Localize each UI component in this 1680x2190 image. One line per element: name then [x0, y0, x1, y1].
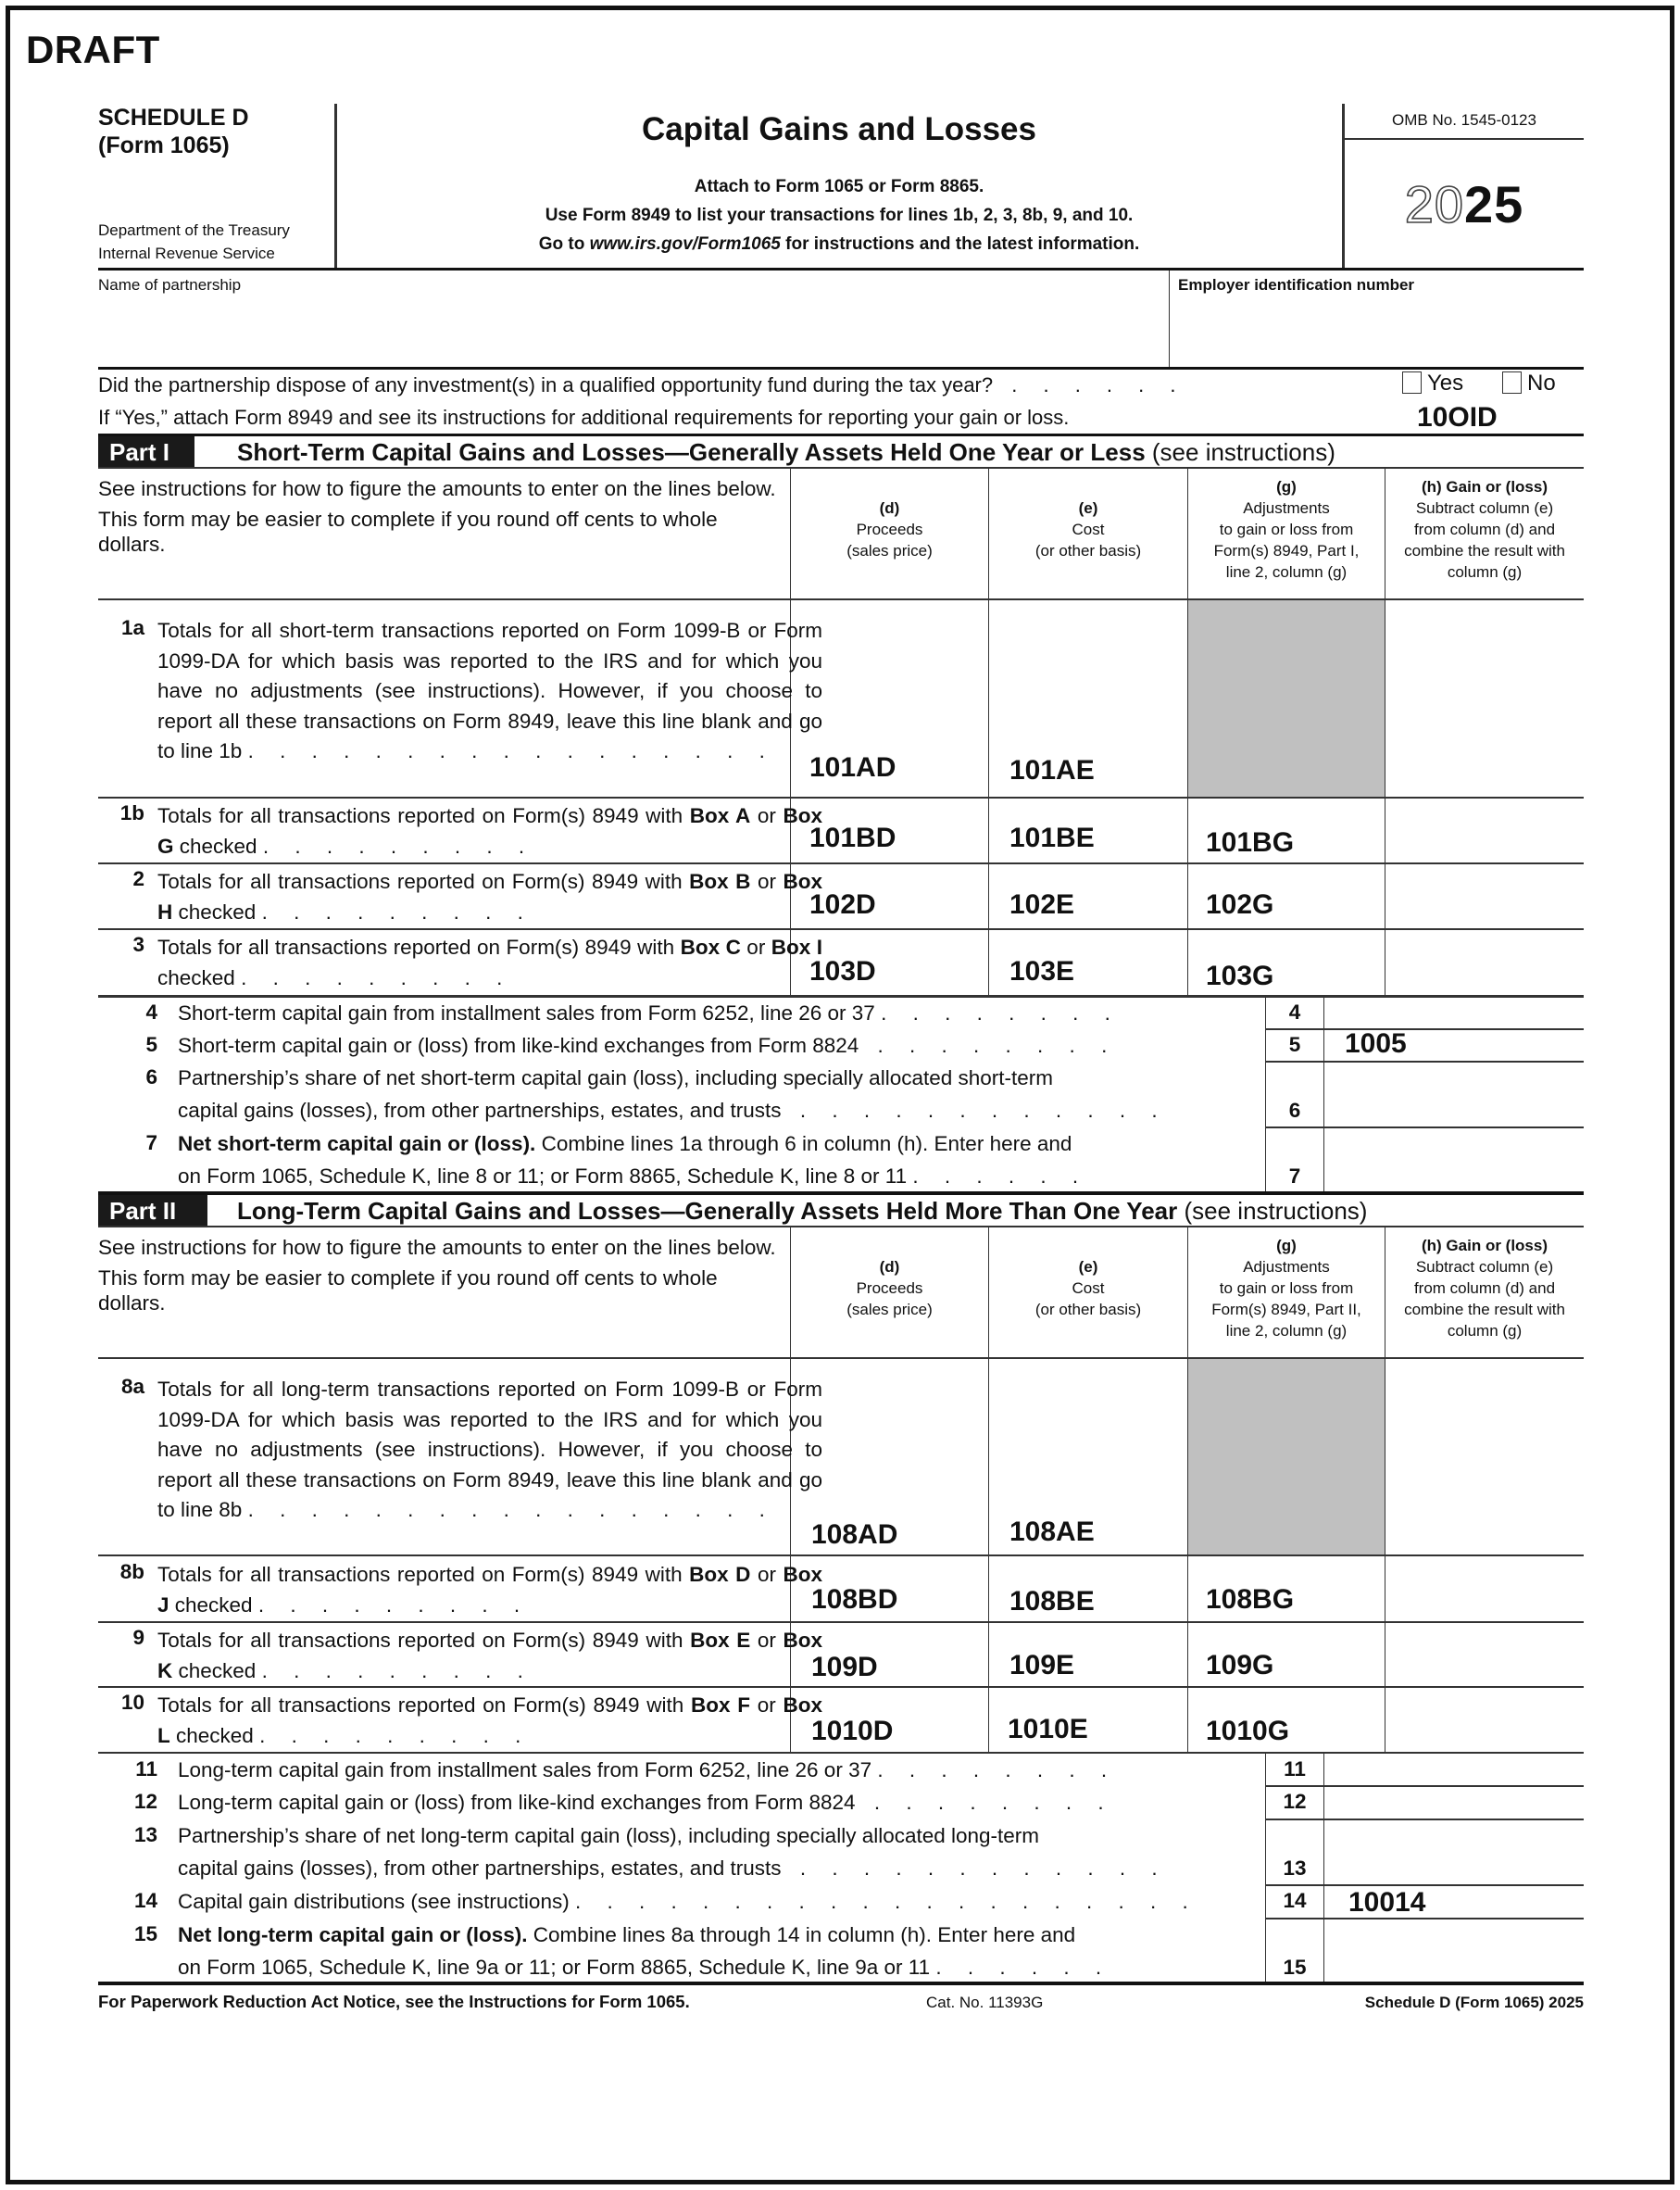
part2-col-e-header: (e) Cost (or other basis)	[1034, 1258, 1142, 1318]
line-7-text: Net short-term capital gain or (loss). Combine lines 1a through 6 in column (h). Enter here and on Form 1065, Schedule K, line 8 or 11; or Form 8865, Schedule K, line 8 or 11 . . . . . .	[178, 1132, 1089, 1188]
row-1a-text: Totals for all short-term transactions reported on Form 1099-B or Form 1099-DA for which basis was reported to the IRS and for which you have no adjustments (see instructions). However, if you choose to report all these transactions on Form 8949, leave this line blank and go to line 1b . . . . . . . . . . . . . . . . .	[157, 619, 822, 762]
row-8b-col-d[interactable]: 108BD	[811, 1584, 898, 1615]
row-8a-number: 8a	[120, 1375, 144, 1398]
form-title: Capital Gains and Losses	[642, 111, 1036, 147]
line-12-text: Long-term capital gain or (loss) from like-kind exchanges from Form 8824 . . . . . . . .	[178, 1791, 1114, 1814]
row-9-col-d[interactable]: 109D	[811, 1652, 878, 1682]
ein-field[interactable]	[1178, 298, 1582, 365]
part2-col-h-header: (h) Gain or (loss) Subtract column (e) from column (d) and combine the result with column (g)	[1404, 1237, 1565, 1340]
schedule-id	[98, 104, 249, 159]
line-5-text: Short-term capital gain or (loss) from like-kind exchanges from Form 8824 . . . . . . . .	[178, 1034, 1118, 1057]
line-15-value[interactable]	[1343, 1919, 1582, 1981]
row-1b-col-d[interactable]: 101BD	[809, 823, 896, 853]
row-8a-col-h[interactable]	[1385, 1359, 1584, 1555]
qof-no-label: No	[1527, 371, 1556, 396]
row-2-col-g[interactable]: 102G	[1206, 889, 1274, 920]
subtitle-use-8949: Use Form 8949 to list your transactions for lines 1b, 2, 3, 8b, 9, and 10.	[545, 206, 1134, 225]
qof-code: 10OID	[1417, 402, 1498, 433]
row-2-col-e[interactable]: 102E	[1009, 889, 1075, 920]
qof-note: If “Yes,” attach Form 8949 and see its instructions for additional requirements for reporting your gain or loss.	[98, 406, 1070, 429]
department-info	[98, 219, 290, 265]
line-4-number: 4	[145, 1001, 157, 1024]
line-13-value[interactable]	[1343, 1820, 1582, 1883]
row-1a-rule	[98, 797, 1584, 799]
row-10-col-h[interactable]	[1385, 1688, 1584, 1752]
tax-year	[1345, 174, 1584, 234]
row-9-col-e[interactable]: 109E	[1009, 1650, 1075, 1680]
part1-tag: Part I	[98, 436, 194, 468]
row-10-col-g[interactable]: 1010G	[1206, 1716, 1290, 1746]
part1-title: Short-Term Capital Gains and Losses—Generally Assets Held One Year or Less (see instructions)	[237, 438, 1335, 466]
row-2-number: 2	[132, 867, 144, 890]
dept-line2: Internal Revenue Service	[98, 245, 275, 262]
part1-intro: See instructions for how to figure the amounts to enter on the lines below. This form may be easier to complete if you round off cents to whole dollars.	[98, 477, 776, 556]
omb-number: OMB No. 1545-0123	[1392, 111, 1536, 129]
row-10-number: 10	[120, 1691, 144, 1714]
omb-rule	[1345, 138, 1584, 140]
line-6-number: 6	[145, 1065, 157, 1089]
line-4-box-label: 4	[1288, 1001, 1301, 1024]
row-2-text: Totals for all transactions reported on Form(s) 8949 with Box B or Box H checked . . . . . . . . .	[157, 870, 822, 924]
paperwork-notice: For Paperwork Reduction Act Notice, see the Instructions for Form 1065.	[98, 1992, 690, 2011]
row-9-col-g[interactable]: 109G	[1206, 1650, 1274, 1680]
line-14-text: Capital gain distributions (see instructions) . . . . . . . . . . . . . . . . . . . .	[178, 1890, 1198, 1913]
row-3-col-h[interactable]	[1385, 930, 1584, 995]
line-12-box-label: 12	[1283, 1790, 1307, 1813]
row-1a-col-e[interactable]: 101AE	[1009, 755, 1095, 786]
draft-watermark: DRAFT	[26, 28, 160, 71]
line-14-value[interactable]: 10014	[1348, 1887, 1426, 1918]
line-6-value[interactable]	[1343, 1063, 1582, 1126]
part2-tag: Part II	[98, 1195, 207, 1227]
row-1a-col-h[interactable]	[1385, 600, 1584, 797]
row-8a-rule	[98, 1554, 1584, 1556]
row-9-text: Totals for all transactions reported on Form(s) 8949 with Box E or Box K checked . . . . . . . . .	[157, 1629, 823, 1682]
row-3-col-d[interactable]: 103D	[809, 956, 876, 987]
row-9-rule	[98, 1686, 1584, 1688]
row-8a-text: Totals for all long-term transactions reported on Form 1099-B or Form 1099-DA for which basis was reported to the IRS and for which you have no adjustments (see instructions). However, if you choose to report all these transactions on Form 8949, leave this line blank and go to line 8b . . . . . . . . . . . . . . . . .	[157, 1378, 822, 1521]
row-10-col-e[interactable]: 1010E	[1008, 1714, 1088, 1744]
part1-col-h-header: (h) Gain or (loss) Subtract column (e) from column (d) and combine the result with column (g)	[1404, 478, 1565, 581]
form-identifier: Schedule D (Form 1065) 2025	[1364, 1994, 1584, 2011]
line-5-number: 5	[145, 1033, 157, 1056]
line-13-box-label: 13	[1283, 1856, 1307, 1880]
part2-col-line-e	[988, 1227, 989, 1753]
row-1b-col-g[interactable]: 101BG	[1206, 827, 1295, 858]
dept-line1: Department of the Treasury	[98, 221, 290, 239]
line-4-rule	[1265, 1028, 1584, 1030]
line-12-number: 12	[133, 1790, 157, 1813]
line-7-number: 7	[145, 1131, 157, 1154]
row-2-col-d[interactable]: 102D	[809, 889, 876, 920]
row-3-text: Totals for all transactions reported on Form(s) 8949 with Box C or Box I checked . . . . . . . . .	[157, 936, 822, 989]
line-7-box-label: 7	[1288, 1164, 1301, 1188]
line-11-box-label: 11	[1284, 1757, 1306, 1781]
qof-question-text: Did the partnership dispose of any investment(s) in a qualified opportunity fund during the tax year?	[98, 373, 994, 396]
line-6-box-label: 6	[1288, 1099, 1301, 1122]
row-9-number: 9	[132, 1626, 144, 1649]
row-8a-col-e[interactable]: 108AE	[1009, 1517, 1095, 1547]
line-11-text: Long-term capital gain from installment sales from Form 6252, line 26 or 37 . . . . . . . .	[178, 1758, 1118, 1781]
row-8b-col-e[interactable]: 108BE	[1009, 1586, 1095, 1617]
line-6-text: Partnership’s share of net short-term capital gain (loss), including specially allocated short-term capital gains (losses), from other partnerships, estates, and trusts . . . . . . . . . . . .	[178, 1066, 1168, 1122]
row-1b-col-e[interactable]: 101BE	[1009, 823, 1095, 853]
irs-link[interactable]: www.irs.gov/Form1065	[589, 234, 781, 254]
part1-linebox-right	[1323, 996, 1324, 1192]
row-8b-col-g[interactable]: 108BG	[1206, 1584, 1295, 1615]
part1-col-e-header: (e) Cost (or other basis)	[1034, 499, 1142, 560]
row-2-rule	[98, 928, 1584, 930]
partnership-name-field[interactable]	[98, 298, 1163, 365]
qof-no-option[interactable]	[1502, 371, 1556, 396]
row-1a-col-d[interactable]: 101AD	[809, 752, 896, 783]
row-8b-text: Totals for all transactions reported on Form(s) 8949 with Box D or Box J checked . . . . . . . . .	[157, 1563, 822, 1617]
qof-no-checkbox[interactable]	[1502, 371, 1522, 394]
line-15-text: Net long-term capital gain or (loss). Combine lines 8a through 14 in column (h). Enter here and on Form 1065, Schedule K, line 9a or 11; or Form 8865, Schedule K, line 9a or 11 . . . . . .	[178, 1923, 1112, 1979]
part1-title-rule	[98, 467, 1584, 469]
row-1a-col-g-shaded	[1188, 600, 1385, 797]
line-13-number: 13	[133, 1823, 157, 1846]
partnership-name-label: Name of partnership	[98, 276, 242, 294]
qof-question: Did the partnership dispose of any investment(s) in a qualified opportunity fund during the tax year? . . . . . .	[98, 373, 1186, 396]
line-14-box-label: 14	[1283, 1889, 1307, 1912]
row-1a-number: 1a	[120, 616, 144, 639]
part2-title: Long-Term Capital Gains and Losses—Generally Assets Held More Than One Year (see instructions)	[237, 1197, 1368, 1225]
form-subtitle	[335, 172, 1343, 258]
row-1b-number: 1b	[119, 801, 144, 824]
line-11-value[interactable]	[1343, 1754, 1582, 1785]
row-8b-number: 8b	[119, 1560, 144, 1583]
qof-yes-option[interactable]	[1402, 371, 1463, 396]
line-4-text: Short-term capital gain from installment sales from Form 6252, line 26 or 37 . . . . . . . .	[178, 1001, 1121, 1025]
header-bottom-rule	[98, 268, 1584, 271]
line-13-rule	[1265, 1884, 1584, 1886]
part2-title-rule	[98, 1226, 1584, 1227]
row-10-col-d[interactable]: 1010D	[811, 1716, 894, 1746]
line-15-box-label: 15	[1283, 1956, 1307, 1979]
line-13-text: Partnership’s share of net long-term capital gain (loss), including specially allocated long-term capital gains (losses), from other partnerships, estates, and trusts . . . . . . . . . . . .	[178, 1824, 1168, 1880]
year-bold: 25	[1464, 175, 1524, 233]
qof-yes-checkbox[interactable]	[1402, 371, 1422, 394]
row-8a-col-d[interactable]: 108AD	[811, 1519, 898, 1550]
row-8b-rule	[98, 1621, 1584, 1623]
row-2-col-h[interactable]	[1385, 864, 1584, 929]
line-7-value[interactable]	[1343, 1128, 1582, 1191]
line-11-number: 11	[135, 1757, 157, 1781]
subtitle-attach: Attach to Form 1065 or Form 8865.	[694, 177, 984, 196]
schedule-line2: (Form 1065)	[98, 132, 230, 158]
row-3-col-g[interactable]: 103G	[1206, 961, 1274, 991]
line-14-number: 14	[133, 1889, 157, 1912]
qof-yes-label: Yes	[1427, 371, 1464, 396]
row-1b-text: Totals for all transactions reported on Form(s) 8949 with Box A or Box G checked . . . . . . . . .	[157, 804, 822, 858]
row-9-col-h[interactable]	[1385, 1623, 1584, 1687]
row-3-col-e[interactable]: 103E	[1009, 956, 1075, 987]
part1-col-line-e	[988, 468, 989, 996]
line-15-number: 15	[133, 1922, 157, 1945]
catalog-number: Cat. No. 11393G	[926, 1994, 1044, 2011]
row-8b-col-h[interactable]	[1385, 1556, 1584, 1621]
row-1b-rule	[98, 862, 1584, 864]
part1-col-g-header: (g) Adjustments to gain or loss from Form(s) 8949, Part I, line 2, column (g)	[1213, 478, 1360, 581]
year-outline: 20	[1404, 175, 1464, 233]
subtitle-goto: Go to www.irs.gov/Form1065 for instructions and the latest information.	[538, 234, 1140, 254]
line-12-value[interactable]	[1343, 1786, 1582, 1818]
row-1b-col-h[interactable]	[1385, 799, 1584, 863]
part2-intro: See instructions for how to figure the amounts to enter on the lines below. This form may be easier to complete if you round off cents to whole dollars.	[98, 1236, 776, 1315]
line-4-value[interactable]	[1343, 997, 1582, 1028]
ein-divider	[1169, 271, 1170, 368]
line-5-box-label: 5	[1288, 1033, 1301, 1056]
part2-col-g-header: (g) Adjustments to gain or loss from Form(s) 8949, Part II, line 2, column (g)	[1211, 1237, 1361, 1340]
row-10-text: Totals for all transactions reported on Form(s) 8949 with Box F or Box L checked . . . . . . . . .	[157, 1693, 822, 1747]
row-8a-col-g-shaded	[1188, 1359, 1385, 1555]
line-5-value[interactable]: 1005	[1345, 1028, 1407, 1059]
part2-col-d-header: (d) Proceeds (sales price)	[846, 1258, 933, 1318]
row-3-number: 3	[132, 933, 144, 956]
schedule-line1: SCHEDULE D	[98, 105, 249, 131]
identity-bottom-rule	[98, 367, 1584, 370]
part1-col-d-header: (d) Proceeds (sales price)	[846, 499, 933, 560]
form-bottom-rule	[98, 1982, 1584, 1985]
ein-label: Employer identification number	[1178, 276, 1415, 294]
